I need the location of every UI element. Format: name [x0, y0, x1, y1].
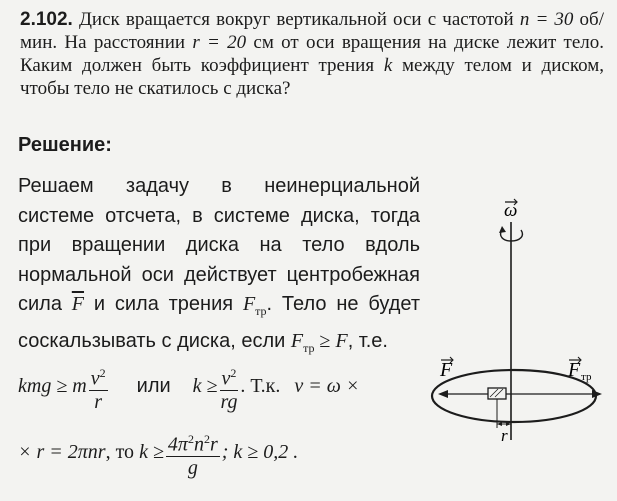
frac2-num: v — [221, 367, 231, 390]
frac-4pi2n2r-g — [166, 428, 220, 479]
cond-end: , т.е. — [347, 329, 388, 352]
force-Ftr-sub: тр — [255, 304, 267, 318]
f2-b: k ≥ — [139, 440, 164, 463]
problem-text-2: об/мин. На расстоянии — [20, 9, 604, 53]
problem-r-value: r = 20 — [192, 32, 247, 53]
formula-line-2 — [18, 428, 298, 479]
frac2-den: rg — [220, 390, 238, 413]
disk-diagram — [428, 196, 608, 446]
omega-label: ω — [504, 200, 518, 221]
frac3-sup2: 2 — [203, 432, 210, 446]
force-F: $\overline{F}$ — [71, 293, 85, 315]
problem-text-4: между телом и диском, чтобы тело не скатилось с диска? — [20, 55, 604, 99]
problem-text-3: см от оси вращения на диске лежит тело. Каким должен быть коэффициент трения — [20, 32, 605, 76]
cond-ge: ≥ — [314, 329, 336, 352]
word-or: или — [136, 374, 171, 397]
frac3-den: g — [187, 456, 198, 479]
frac3-sup1: 2 — [187, 432, 194, 446]
frac1-den: r — [94, 390, 103, 413]
problem-number: 2.102. — [20, 9, 73, 30]
frac1-num: v — [90, 367, 100, 390]
f2-to: , то — [105, 440, 135, 463]
f1-d: v = ω × — [294, 374, 360, 397]
f1-c: . Т.к. — [240, 374, 281, 397]
r-label: r — [501, 426, 508, 445]
cond-F: F — [290, 329, 304, 352]
Ftr-label: F — [568, 359, 581, 381]
solution-text-3: . Тело не будет соскальзывать с диска, если — [18, 293, 420, 352]
frac2-sup: 2 — [230, 366, 237, 380]
f2-c: ; k ≥ 0,2 . — [221, 440, 299, 463]
problem-k: k — [383, 55, 393, 76]
solution-text — [18, 172, 420, 363]
solution-heading: Решение: — [18, 134, 112, 156]
frac-v2-r — [89, 362, 108, 413]
frac3-num-c: r — [209, 433, 218, 456]
solution-text-1: Решаем задачу в неинерциальной системе отсчета, в системе диска, тогда при вращении диска на тело вдоль нормальной оси действует центробежная сила — [18, 175, 420, 315]
F-label: F — [440, 359, 453, 381]
F-arrowhead — [438, 390, 448, 398]
f1-a: kmg ≥ m — [18, 374, 87, 397]
cond-F2: F — [335, 329, 348, 352]
problem-text-1: Диск вращается вокруг вертикальной оси с частотой — [72, 9, 520, 30]
cond-tr: тр — [303, 340, 315, 355]
force-Ftr: F — [242, 293, 256, 315]
f2-a: × r = 2πnr — [18, 440, 106, 463]
frac3-num-b: n — [193, 433, 204, 456]
frac1-sup: 2 — [99, 366, 106, 380]
frac-v2-rg — [220, 362, 239, 413]
f1-b: k ≥ — [192, 374, 218, 397]
solution-text-2: и сила трения — [84, 293, 243, 315]
formula-line-1 — [18, 362, 359, 413]
Ftr-sub-label: тр — [581, 371, 592, 383]
frac3-num-a: 4π — [167, 433, 188, 456]
problem-statement — [20, 8, 604, 100]
problem-n-value: n = 30 — [519, 9, 574, 30]
rotation-arrowhead — [499, 226, 506, 233]
